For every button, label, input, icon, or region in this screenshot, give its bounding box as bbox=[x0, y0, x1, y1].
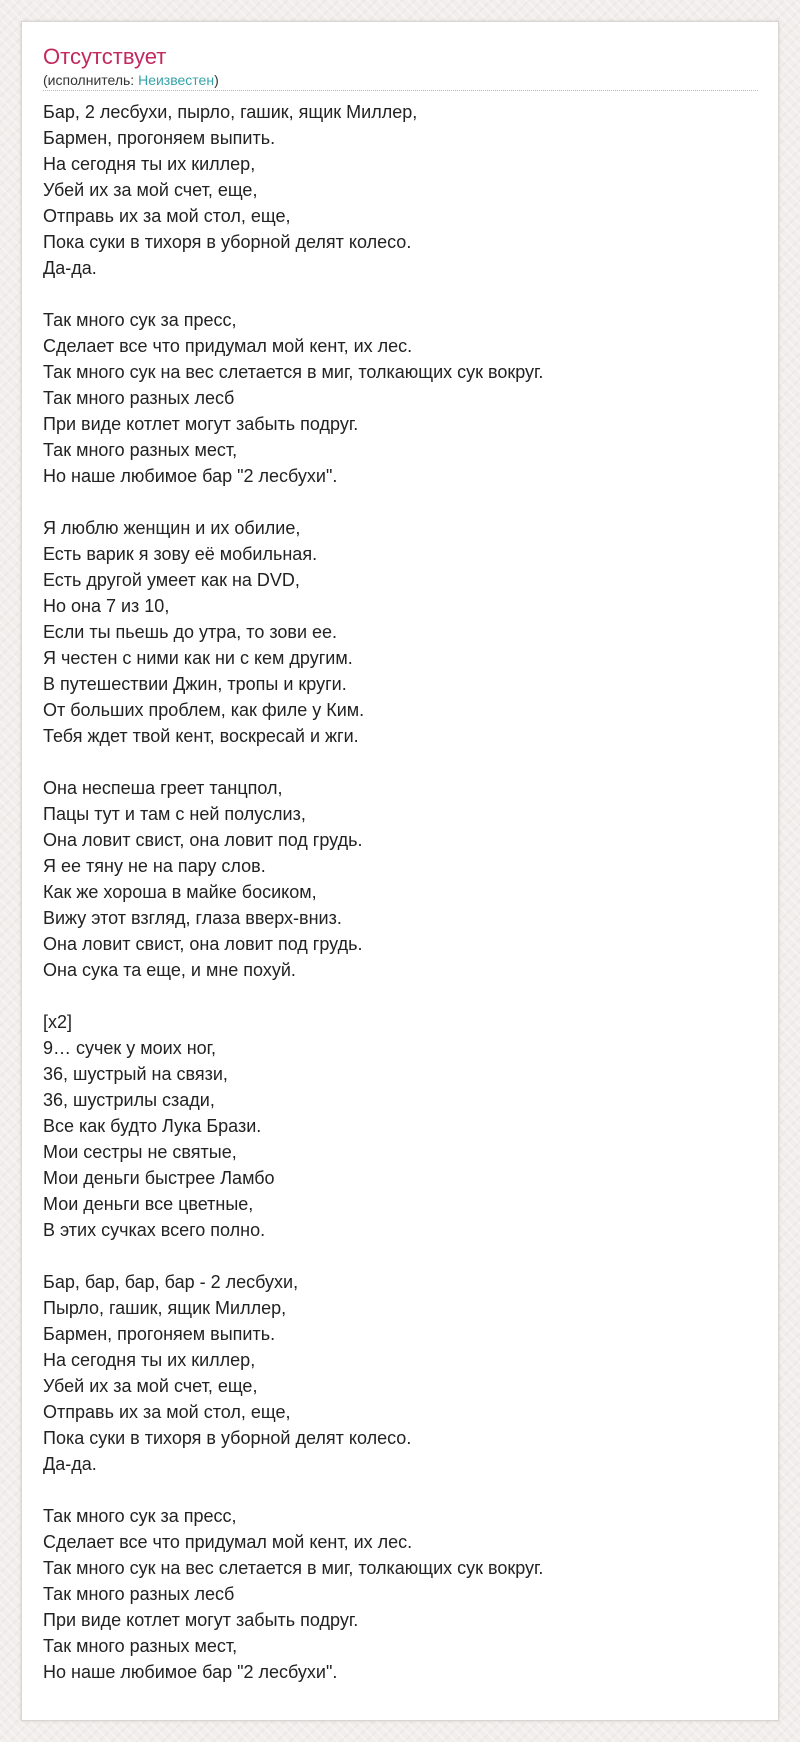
lyrics-line: Бармен, прогоняем выпить. bbox=[43, 1324, 276, 1344]
lyrics-line: Так много сук за пресс, bbox=[43, 1506, 237, 1526]
lyrics-line: Как же хороша в майке босиком, bbox=[43, 882, 317, 902]
lyrics-verse bbox=[43, 99, 758, 281]
lyrics-line: Тебя ждет твой кент, воскресай и жги. bbox=[43, 726, 359, 746]
lyrics-line: Есть другой умеет как на DVD, bbox=[43, 570, 300, 590]
lyrics-line: Она ловит свист, она ловит под грудь. bbox=[43, 830, 363, 850]
lyrics-line: В путешествии Джин, тропы и круги. bbox=[43, 674, 347, 694]
lyrics-line: Мои деньги все цветные, bbox=[43, 1194, 254, 1214]
lyrics-line: Все как будто Лука Брази. bbox=[43, 1116, 262, 1136]
lyrics-line: 36, шустрый на связи, bbox=[43, 1064, 228, 1084]
lyrics-line: Если ты пьешь до утра, то зови ее. bbox=[43, 622, 338, 642]
lyrics-line: Так много разных лесб bbox=[43, 1584, 235, 1604]
lyrics-line: Так много сук на вес слетается в миг, толкающих сук вокруг. bbox=[43, 1558, 544, 1578]
lyrics-line: Мои деньги быстрее Ламбо bbox=[43, 1168, 275, 1188]
lyrics-line: Отправь их за мой стол, еще, bbox=[43, 206, 291, 226]
lyrics-line: На сегодня ты их киллер, bbox=[43, 154, 256, 174]
lyrics-line: Она сука та еще, и мне похуй. bbox=[43, 960, 296, 980]
lyrics-line: Но она 7 из 10, bbox=[43, 596, 170, 616]
lyrics-line: При виде котлет могут забыть подруг. bbox=[43, 414, 359, 434]
lyrics-line: 36, шустрилы сзади, bbox=[43, 1090, 215, 1110]
lyrics-line: Бармен, прогоняем выпить. bbox=[43, 128, 276, 148]
lyrics-line: Да-да. bbox=[43, 1454, 97, 1474]
lyrics-line: Отправь их за мой стол, еще, bbox=[43, 1402, 291, 1422]
lyrics-verse bbox=[43, 1269, 758, 1477]
song-title: Отсутствует bbox=[43, 44, 167, 69]
lyrics-line: Есть варик я зову её мобильная. bbox=[43, 544, 318, 564]
artist-line bbox=[43, 72, 758, 88]
lyrics-line: На сегодня ты их киллер, bbox=[43, 1350, 256, 1370]
lyrics-line: Так много разных мест, bbox=[43, 1636, 238, 1656]
lyrics-line: Пока суки в тихоря в уборной делят колесо. bbox=[43, 232, 412, 252]
lyrics-line: Я люблю женщин и их обилие, bbox=[43, 518, 301, 538]
lyrics-line: Пырло, гашик, ящик Миллер, bbox=[43, 1298, 287, 1318]
lyrics-line: Так много разных мест, bbox=[43, 440, 238, 460]
lyrics-line: Сделает все что придумал мой кент, их лес. bbox=[43, 1532, 413, 1552]
lyrics-line: Пока суки в тихоря в уборной делят колесо. bbox=[43, 1428, 412, 1448]
lyrics-line: Мои сестры не святые, bbox=[43, 1142, 237, 1162]
lyrics-line: Но наше любимое бар "2 лесбухи". bbox=[43, 1662, 338, 1682]
lyrics-line: Да-да. bbox=[43, 258, 97, 278]
lyrics-line: От больших проблем, как филе у Ким. bbox=[43, 700, 365, 720]
lyrics-line: Я честен с ними как ни с кем другим. bbox=[43, 648, 353, 668]
lyrics-line: Она неспеша греет танцпол, bbox=[43, 778, 283, 798]
lyrics-verse bbox=[43, 307, 758, 489]
lyrics-line: [x2] bbox=[43, 1012, 73, 1032]
lyrics-line: Я ее тяну не на пару слов. bbox=[43, 856, 266, 876]
lyrics-line: Пацы тут и там с ней полуслиз, bbox=[43, 804, 306, 824]
lyrics-line: 9… сучек у моих ног, bbox=[43, 1038, 217, 1058]
lyrics-line: Вижу этот взгляд, глаза вверх-вниз. bbox=[43, 908, 342, 928]
lyrics-line: Так много сук за пресс, bbox=[43, 310, 237, 330]
lyrics-verse bbox=[43, 775, 758, 983]
lyrics-line: Сделает все что придумал мой кент, их лес. bbox=[43, 336, 413, 356]
lyrics-line: Но наше любимое бар "2 лесбухи". bbox=[43, 466, 338, 486]
lyrics-line: Так много сук на вес слетается в миг, толкающих сук вокруг. bbox=[43, 362, 544, 382]
lyrics-line: Бар, 2 лесбухи, пырло, гашик, ящик Миллер, bbox=[43, 102, 418, 122]
lyrics-line: Убей их за мой счет, еще, bbox=[43, 1376, 258, 1396]
lyrics-line: Она ловит свист, она ловит под грудь. bbox=[43, 934, 363, 954]
artist-prefix: (исполнитель: bbox=[43, 72, 139, 88]
lyrics-verse bbox=[43, 1503, 758, 1685]
lyrics-line: В этих сучках всего полно. bbox=[43, 1220, 266, 1240]
lyrics-line: При виде котлет могут забыть подруг. bbox=[43, 1610, 359, 1630]
lyrics-card bbox=[21, 21, 779, 1721]
lyrics-line: Так много разных лесб bbox=[43, 388, 235, 408]
lyrics-body bbox=[43, 99, 758, 1685]
lyrics-verse bbox=[43, 515, 758, 749]
artist-suffix: ) bbox=[214, 72, 219, 88]
artist-link[interactable]: Неизвестен bbox=[138, 72, 215, 88]
lyrics-line: Убей их за мой счет, еще, bbox=[43, 180, 258, 200]
lyrics-line: Бар, бар, бар, бар - 2 лесбухи, bbox=[43, 1272, 299, 1292]
lyrics-verse bbox=[43, 1009, 758, 1243]
divider bbox=[43, 90, 758, 91]
